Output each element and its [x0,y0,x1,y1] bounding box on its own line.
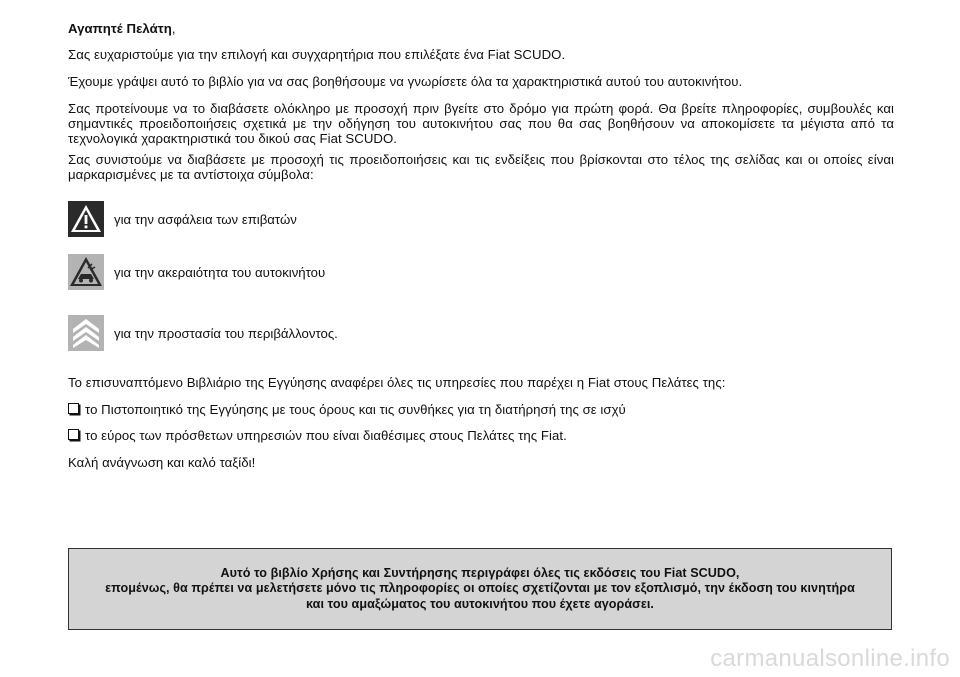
watermark: carmanualsonline.info [710,645,950,672]
bullet-item [68,428,567,443]
bullet-text: το εύρος των πρόσθετων υπηρεσιών που είναι διαθέσιμες στους Πελάτες της Fiat. [85,428,567,443]
paragraph-closing: Καλή ανάγνωση και καλό ταξίδι! [68,455,256,470]
environment-arrows-icon [68,315,104,351]
note-line: Αυτό το βιβλίο Χρήσης και Συντήρησης περιγράφει όλες τις εκδόσεις του Fiat SCUDO, [220,565,740,580]
note-line: και του αμαξώματος του αυτοκινήτου που έχετε αγοράσει. [306,596,654,611]
note-line: επομένως, θα πρέπει να μελετήσετε μόνο τις πληροφορίες οι οποίες σχετίζονται με τον εξοπλισμό, την έκδοση του κινητήρα [105,581,855,596]
paragraph-advice: Σας προτείνουμε να το διαβάσετε ολόκληρο με προσοχή πριν βγείτε στο δρόμο για πρώτη φορά. Θα βρείτε πληροφορίες, συμβουλές και σημαντικές προειδοποιήσεις σχετικά με την οδήγηση του αυτοκινήτου σας που θα σας βοηθήσουν να αποκομίσετε τα μέγιστα από τα τεχνολογικά χαρακτηριστικά του δικού σας Fiat SCUDO. [68,101,894,146]
note-box [68,548,892,630]
manual-page [68,0,894,677]
legend-label-environment: για την προστασία του περιβάλλοντος. [114,325,338,341]
greeting [68,21,176,36]
legend-item-environment [68,314,338,352]
legend-item-safety [68,200,297,238]
legend-label-safety: για την ασφάλεια των επιβατών [114,211,297,227]
paragraph-purpose: Έχουμε γράψει αυτό το βιβλίο για να σας βοηθήσουμε να γνωρίσετε όλα τα χαρακτηριστικά αυτού του αυτοκινήτου. [68,74,743,89]
legend-item-vehicle [68,253,325,291]
greeting-title: Αγαπητέ Πελάτη [68,21,172,36]
car-integrity-icon [68,254,104,290]
paragraph-warranty: Το επισυναπτόμενο Βιβλιάριο της Εγγύησης αναφέρει όλες τις υπηρεσίες που παρέχει η Fiat στους Πελάτες της: [68,375,726,390]
legend-label-vehicle: για την ακεραιότητα του αυτοκινήτου [114,264,326,280]
bullet-text: το Πιστοποιητικό της Εγγύησης με τους όρους και τις συνθήκες για τη διατήρησή της σε ισχύ [85,402,626,417]
checkbox-bullet-icon [68,403,79,414]
paragraph-symbols: Σας συνιστούμε να διαβάσετε με προσοχή τις προειδοποιήσεις και τις ενδείξεις που βρίσκονται στο τέλος της σελίδας και οι οποίες είναι μαρκαρισμένες με τα αντίστοιχα σύμβολα: [68,152,894,182]
warning-triangle-icon [68,201,104,237]
bullet-item [68,402,626,417]
checkbox-bullet-icon [68,429,79,440]
greeting-suffix: , [171,21,176,36]
paragraph-thanks: Σας ευχαριστούμε για την επιλογή και συγχαρητήρια που επιλέξατε ένα Fiat SCUDO. [68,47,566,62]
